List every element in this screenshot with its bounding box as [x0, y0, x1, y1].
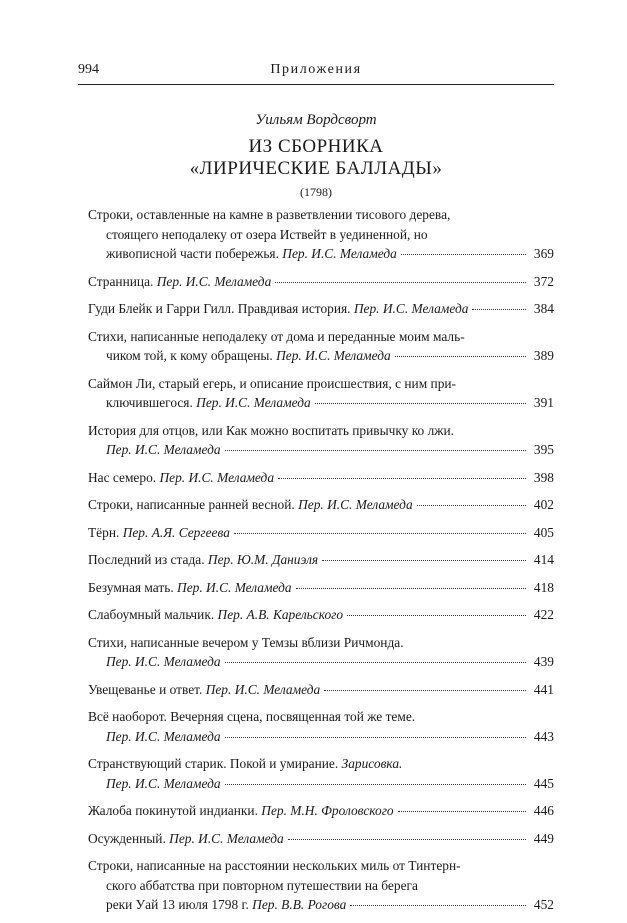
toc-page-number: 369 — [533, 246, 554, 261]
toc-entry-title-line: Стихи, написанные неподалеку от дома и переданные моим маль- — [88, 328, 465, 344]
toc-page-number: 441 — [533, 681, 554, 697]
toc-entry-title-line: Саймон Ли, старый егерь, и описание происшествия, с ним при- — [88, 375, 457, 391]
toc-entry — [88, 421, 554, 460]
dot-leader — [395, 356, 526, 357]
toc-page-number: 389 — [533, 348, 554, 363]
toc-entry-title-line: История для отцов, или Как можно воспитать привычку ко лжи. — [88, 422, 455, 438]
toc-entry — [88, 754, 554, 793]
page-number: 994 — [78, 62, 99, 77]
running-title: Приложения — [270, 62, 362, 77]
toc-page-number: 395 — [533, 442, 554, 457]
toc-page-number: 398 — [533, 469, 554, 485]
translator-credit: Пер. И.С. Меламеда — [196, 395, 311, 410]
dot-leader — [472, 309, 526, 310]
table-of-contents — [88, 205, 554, 923]
toc-entry-title: Странница. — [88, 273, 157, 289]
translator-credit: Пер. И.С. Меламеда — [169, 830, 284, 846]
toc-entry-title: Гуди Блейк и Гарри Гилл. Правдивая история. — [88, 301, 354, 316]
toc-entry — [88, 633, 554, 672]
section-title-line-1: ИЗ СБОРНИКА — [248, 136, 384, 157]
section-title-line-2: «ЛИРИЧЕСКИЕ БАЛЛАДЫ» — [189, 158, 443, 179]
toc-entry-title-line: Стихи, написанные вечером у Темзы вблизи Ричмонда. — [88, 634, 404, 650]
toc-entry-title: Нас семеро. — [88, 469, 160, 485]
dot-leader — [288, 839, 526, 840]
toc-entry — [88, 495, 554, 515]
toc-page-number: 405 — [533, 524, 554, 540]
dot-leader — [347, 615, 526, 616]
toc-entry-title: Последний из стада. — [88, 552, 208, 567]
toc-entry-title: Жалоба покинутой индианки. — [88, 803, 262, 818]
translator-credit: Пер. И.С. Меламеда — [106, 775, 221, 791]
toc-entry — [88, 605, 554, 625]
translator-credit: Пер. И.С. Меламеда — [159, 469, 275, 485]
translator-credit: Пер. И.С. Меламеда — [106, 654, 221, 669]
translator-credit: Пер. И.С. Меламеда — [205, 681, 321, 697]
dot-leader — [296, 588, 526, 589]
dot-leader — [324, 690, 526, 691]
toc-page-number: 445 — [533, 775, 554, 791]
translator-credit: Пер. И.С. Меламеда — [156, 273, 272, 289]
toc-entry — [88, 327, 554, 366]
header-rule — [78, 84, 554, 85]
translator-credit: Пер. И.С. Меламеда — [353, 301, 469, 316]
toc-entry — [88, 374, 554, 413]
toc-entry-title: ключившегося. — [106, 395, 197, 410]
toc-entry-title: Увещеванье и ответ. — [88, 681, 206, 697]
toc-entry-title: чиком той, к кому обращены. — [106, 348, 277, 363]
toc-entry — [88, 707, 554, 746]
toc-page-number: 439 — [533, 654, 554, 669]
dot-leader — [225, 784, 526, 785]
translator-credit: Пер. И.С. Меламеда — [282, 246, 397, 261]
toc-page-number: 449 — [533, 830, 554, 846]
toc-entry-title: реки Уай 13 июля 1798 г. — [106, 897, 253, 912]
dot-leader — [234, 533, 526, 534]
toc-entry-title-line: стоящего неподалеку от озера Иствейт в уединенной, но — [106, 226, 428, 242]
toc-page-number: 452 — [533, 897, 554, 912]
toc-entry — [88, 829, 554, 849]
toc-entry-title: Строки, написанные ранней весной. — [88, 497, 299, 512]
toc-page-number: 418 — [533, 579, 554, 595]
toc-page-number: 391 — [533, 395, 554, 410]
translator-credit: Пер. В.В. Рогова — [252, 897, 347, 912]
toc-entry — [88, 299, 554, 319]
translator-credit: Пер. И.С. Меламеда — [106, 442, 221, 457]
author-name: Уильям Вордсворт — [255, 112, 377, 128]
dot-leader — [278, 478, 526, 479]
translator-credit: Пер. Ю.М. Даниэля — [207, 552, 319, 567]
dot-leader — [275, 282, 526, 283]
translator-credit: Пер. И.С. Меламеда — [298, 497, 413, 512]
translator-credit: Пер. А.В. Карельского — [217, 607, 344, 622]
toc-page-number: 372 — [533, 273, 554, 289]
section-year: (1798) — [300, 185, 332, 199]
toc-entry-title: Осужденный. — [88, 830, 170, 846]
toc-entry — [88, 523, 554, 543]
translator-credit: Пер. А.Я. Сергеева — [122, 524, 230, 540]
toc-page-number: 414 — [533, 552, 554, 567]
toc-entry — [88, 856, 554, 915]
toc-entry-title: Слабоумный мальчик. — [88, 607, 218, 622]
toc-entry-title-line: ского аббатства при повторном путешествии на берега — [106, 877, 418, 893]
dot-leader — [225, 737, 526, 738]
dot-leader — [417, 505, 526, 506]
toc-entry-title: Безумная мать. — [88, 579, 178, 595]
dot-leader — [225, 662, 526, 663]
dot-leader — [322, 560, 526, 561]
translator-credit: Пер. М.Н. Фроловского — [261, 803, 394, 818]
toc-entry — [88, 680, 554, 700]
toc-entry-subtitle: Зарисовка. — [338, 756, 403, 771]
dot-leader — [225, 450, 526, 451]
toc-entry-title-line: Странствующий старик. Покой и умирание. Зарисовка. — [88, 756, 403, 771]
toc-page-number: 443 — [533, 728, 554, 744]
toc-entry — [88, 205, 554, 264]
toc-entry-title-line: Строки, написанные на расстоянии нескольких миль от Тинтерн- — [88, 858, 461, 873]
toc-entry-title-line: Строки, оставленные на камне в разветвлении тисового дерева, — [88, 207, 451, 222]
dot-leader — [315, 403, 526, 404]
toc-entry-title-line: Всё наоборот. Вечерняя сцена, посвященная той же теме. — [88, 709, 416, 724]
translator-credit: Пер. И.С. Меламеда — [276, 348, 391, 363]
toc-page-number: 384 — [533, 301, 554, 316]
toc-entry — [88, 550, 554, 570]
toc-entry — [88, 578, 554, 598]
toc-entry — [88, 272, 554, 292]
section-title-block — [78, 110, 554, 200]
toc-entry-title: Тёрн. — [88, 524, 123, 540]
page-header — [78, 62, 554, 80]
toc-page-number: 446 — [533, 803, 554, 818]
toc-entry-title: живописной части побережья. — [106, 246, 283, 261]
toc-page-number: 402 — [533, 497, 554, 512]
toc-page-number: 422 — [533, 607, 554, 622]
dot-leader — [401, 254, 526, 255]
translator-credit: Пер. И.С. Меламеда — [177, 579, 292, 595]
dot-leader — [350, 905, 526, 906]
dot-leader — [398, 811, 526, 812]
translator-credit: Пер. И.С. Меламеда — [106, 728, 221, 744]
toc-entry — [88, 801, 554, 821]
toc-entry — [88, 468, 554, 488]
